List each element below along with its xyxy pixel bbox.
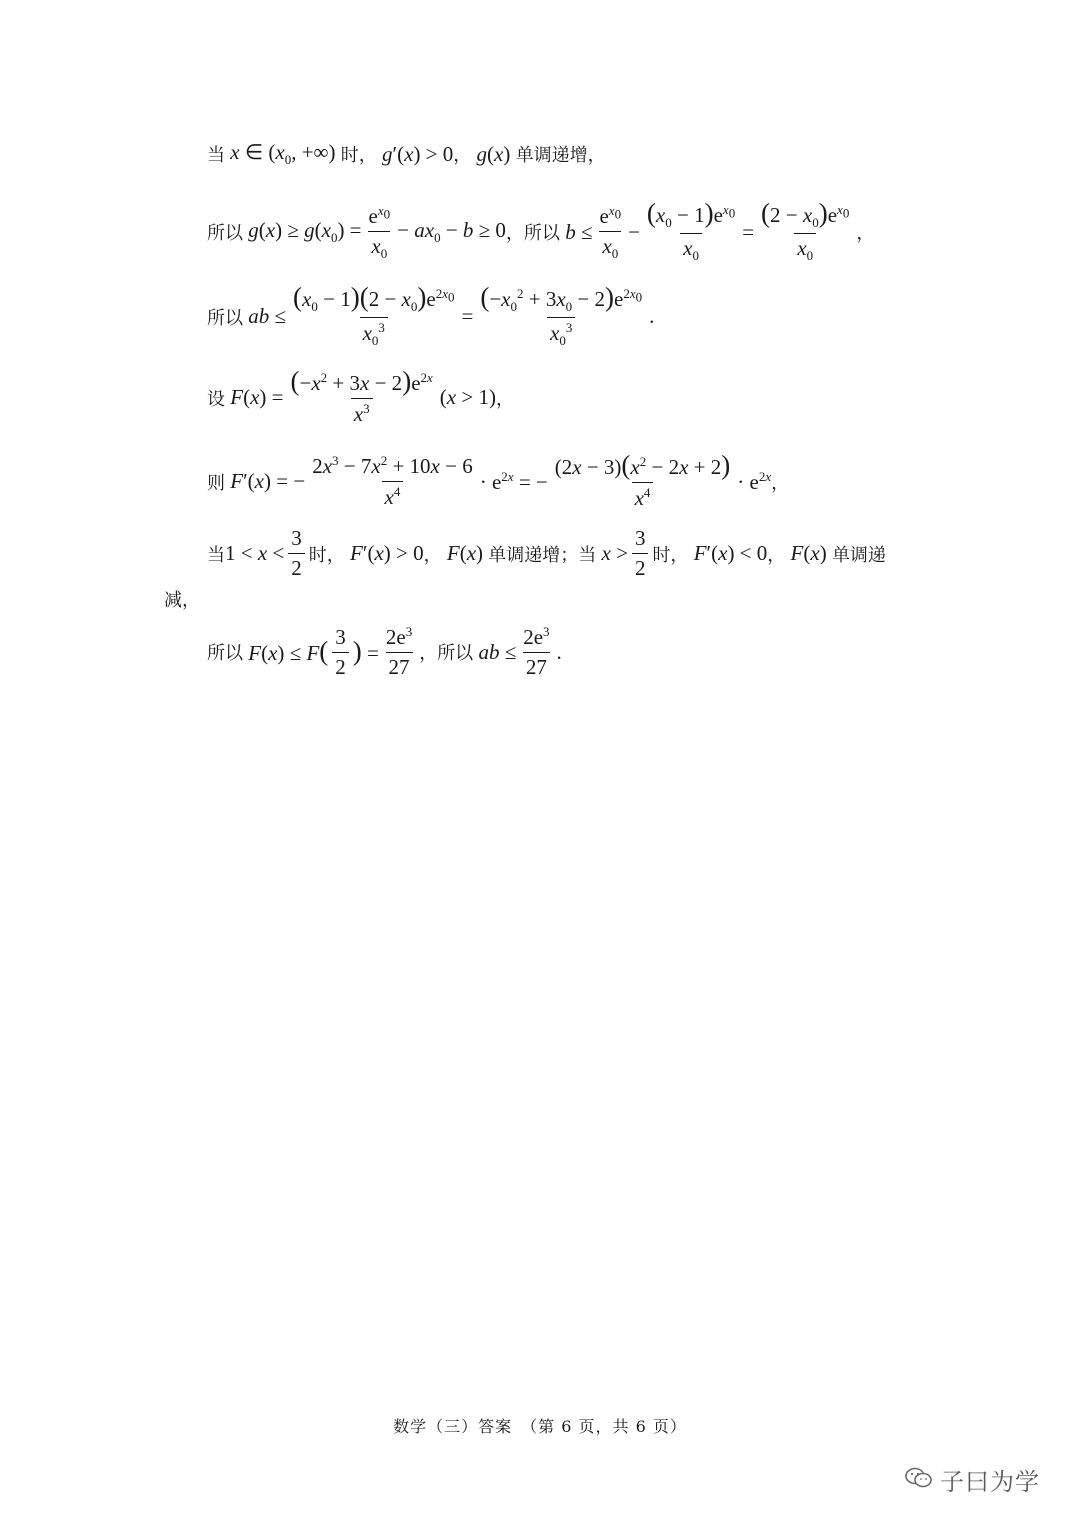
solution-line-2: 所以 $g(x) \ge g(x_0)$ = $\frac{e^{x_0}}{x_0}$ − $ax_0 - b \ge 0$ ，所以 b ≤ $\frac{e^{x_0}}{x_0}$ − $\frac{(x_0 - 1)e^{x_0}}{x_0}$ = $\frac{(2 - x_0)e^{x_0}}{x_0}$ ， [207,198,875,264]
math-expr: F(x) [446,541,489,565]
math-expr: 1 < x < [225,541,285,565]
math-expr: x ∈ ($x_0$, +∞) [230,140,341,168]
fraction: $\frac{3}{2}$ [288,526,305,581]
math-expr: x > [601,541,628,565]
math-expr: · $e^{2x}$ = − [479,468,548,494]
fraction: $\frac{e^{x_0}}{x_0}$ [368,202,391,261]
math-expr: − $ax_0 - b \ge 0$ [397,218,506,246]
math-expr: · $e^{2x}$ [737,468,772,494]
solution-line-7: 所以 F(x) ≤ F( $\frac{3}{2}$ ) = $\frac{2e^3}{27}$ ，所以 ab ≤ $\frac{2e^3}{27}$ . [207,624,562,679]
wechat-icon [904,1466,934,1494]
math-expr: $g(x) \ge g(x_0)$ = [248,218,362,246]
math-expr: b ≤ [565,219,593,244]
fraction: $\frac{(-x^2 + 3x - 2)e^{2x}}{x^3}$ [290,366,433,426]
math-expr: F(x) [790,541,832,565]
fraction: $\frac{e^{x_0}}{x_0}$ [599,202,622,261]
watermark [904,1462,1040,1497]
fraction: $\frac{2e^3}{27}$ [385,624,413,679]
math-expr: F′(x) > 0 [350,541,424,565]
fraction: $\frac{(x_0 - 1)e^{x_0}}{x_0}$ [646,198,736,264]
math-expr: F′(x) < 0 [693,541,768,565]
math-expr: F(x) ≤ F( [248,636,329,666]
math-expr: ab ≤ [248,304,287,329]
solution-line-1: 当 x ∈ ($x_0$, +∞) 时， g′(x) > 0 ， g(x) 单调递增， [207,140,606,168]
solution-line-4: 设 F(x) = $\frac{(-x^2 + 3x - 2)e^{2x}}{x^3}$ (x > 1) ， [207,366,514,426]
math-expr: F′(x) = − [230,469,306,493]
fraction: $\frac{(2 - x_0)e^{x_0}}{x_0}$ [761,198,850,264]
page-footer: 数学（三）答案 （第 6 页，共 6 页） [393,1417,687,1436]
line-6-continuation: 减， [164,590,200,611]
fraction: $\frac{3}{2}$ [332,625,349,680]
math-expr: ab ≤ [478,639,517,664]
fraction: $\frac{2x^3 - 7x^2 + 10x - 6}{x^4}$ [312,453,473,509]
fraction: $\frac{(x_0 - 1)(2 - x_0)e^{2x_0}}{x_0^3}$ [293,282,455,349]
watermark-text: 子曰为学 [940,1468,1040,1496]
math-expr: g′(x) > 0 [382,141,454,166]
fraction: $\frac{(-x_0^2 + 3x_0 - 2)e^{2x_0}}{x_0^3}$ [480,282,643,349]
fraction: $\frac{(2x - 3)(x^2 - 2x + 2)}{x^4}$ [554,450,731,510]
solution-line-3: 所以 ab ≤ $\frac{(x_0 - 1)(2 - x_0)e^{2x_0}}{x_0^3}$ = $\frac{(-x_0^2 + 3x_0 - 2)e^{2x_0}}{x_0^3}$ . [207,282,655,349]
math-expr: (x > 1) [439,385,496,409]
math-expr: F(x) = [230,385,284,409]
solution-line-5: 则 F′(x) = − $\frac{2x^3 - 7x^2 + 10x - 6}{x^4}$ · $e^{2x}$ = − $\frac{(2x - 3)(x^2 - 2x + 2)}{x^4}$ · $e^{2x}$ ， [207,450,790,510]
solution-line-6: 当 1 < x < $\frac{3}{2}$ 时， F′(x) > 0 ， F(x) 单调递增；当 x > $\frac{3}{2}$ 时， F′(x) < 0 ， F(x) 单调递 [207,526,886,580]
fraction: $\frac{2e^3}{27}$ [523,624,550,679]
math-expr: g(x) [476,141,516,166]
fraction: $\frac{3}{2}$ [632,526,649,581]
